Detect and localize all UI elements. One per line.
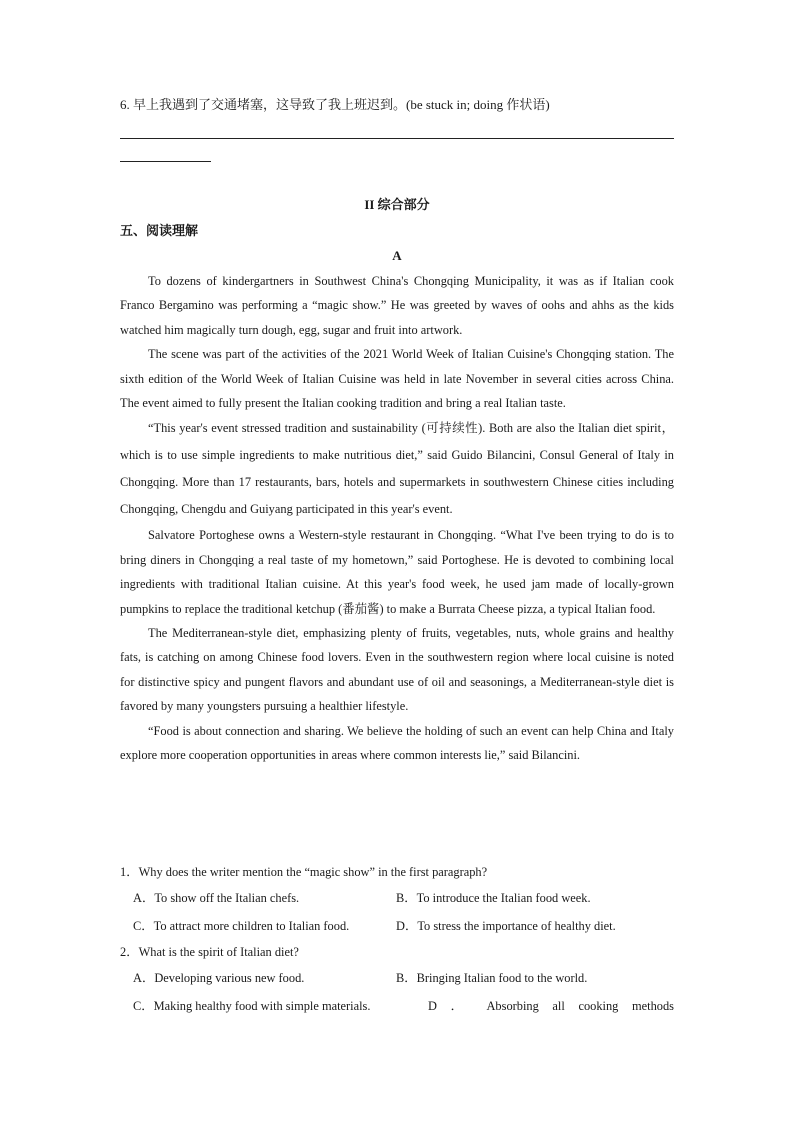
question-2: [120, 940, 674, 1020]
question-2-options-row-2: [120, 992, 674, 1020]
question-1-option-c[interactable]: C．To attract more children to Italian food.: [133, 919, 350, 933]
part-title: II 综合部分: [364, 197, 430, 212]
answer-line-continuation: [120, 161, 211, 162]
reading-passage: [120, 269, 674, 768]
question-1-option-b[interactable]: B．To introduce the Italian food week.: [396, 891, 591, 905]
passage-paragraph-6: “Food is about connection and sharing. We believe the holding of such an event can help China and Italy explore more cooperation opportunities in areas where common interests lie,” said Bilancini.: [120, 723, 674, 763]
question-2-option-b[interactable]: B．Bringing Italian food to the world.: [396, 971, 588, 985]
question-2-stem: 2．What is the spirit of Italian diet?: [120, 945, 299, 959]
question-1-options-row-1: [120, 884, 674, 912]
question-2-options-row-1: [120, 964, 674, 992]
passage-paragraph-1: To dozens of kindergartners in Southwest China's Chongqing Municipality, it was as if Italian cook Franco Bergamino was performing a “magic show.” He was greeted by waves of oohs and ahhs as the kids watched him magically turn dough, egg, sugar and fruit into artwork.: [120, 274, 674, 337]
passage-paragraph-2: The scene was part of the activities of the 2021 World Week of Italian Cuisine's Chongqing station. The sixth edition of the World Week of Italian Cuisine was held in late November in several cities across China. The event aimed to fully present the Italian cooking tradition and bring a real Italian taste.: [120, 347, 674, 411]
question-1-options-row-2: [120, 912, 674, 940]
question-2-option-d[interactable]: D ． Absorbing all cooking methods: [428, 999, 674, 1013]
question-1-option-a[interactable]: A．To show off the Italian chefs.: [133, 891, 300, 905]
passage-title: A: [392, 248, 402, 263]
question-2-option-c[interactable]: C．Making healthy food with simple materials.: [133, 999, 371, 1013]
passage-paragraph-3: “This year's event stressed tradition and sustainability (可持续性). Both are also the Italian diet spirit，which is to use simple ingredients to make nutritious diet,” said Guido Bilancini, Consul General of Italy in Chongqing. More than 17 restaurants, bars, hotels and supermarkets in southwestern Chinese cities including Chongqing, Chengdu and Guiyang participated in this year's event.: [120, 421, 674, 517]
translation-question-6: 6. 早上我遇到了交通堵塞，这导致了我上班迟到。(be stuck in; doing 作状语): [120, 97, 550, 112]
question-1-option-d[interactable]: D．To stress the importance of healthy diet.: [396, 919, 616, 933]
answer-line: [120, 138, 674, 139]
question-1-stem: 1．Why does the writer mention the “magic show” in the first paragraph?: [120, 865, 488, 879]
question-2-option-a[interactable]: A．Developing various new food.: [133, 971, 305, 985]
section-title: 五、阅读理解: [120, 223, 199, 238]
question-list: [120, 860, 674, 1020]
question-1: [120, 860, 674, 940]
passage-paragraph-4: Salvatore Portoghese owns a Western-style restaurant in Chongqing. “What I've been trying to do is to bring diners in Chongqing a real taste of my hometown,” said Portoghese. He is devoted to combining local ingredients with traditional Italian cuisine. At this year's food week, he used jam made of locally-grown pumpkins to replace the traditional ketchup (番茄酱) to make a Burrata Cheese pizza, a typical Italian food.: [120, 528, 674, 616]
passage-paragraph-5: The Mediterranean-style diet, emphasizing plenty of fruits, vegetables, nuts, whole grains and healthy fats, is catching on among Chinese food lovers. Even in the southwestern region where local cuisine is noted for distinctive spicy and pungent flavors and abundant use of oil and seasonings, a Mediterranean-style diet is favored by many youngsters pursuing a healthier lifestyle.: [120, 626, 674, 714]
